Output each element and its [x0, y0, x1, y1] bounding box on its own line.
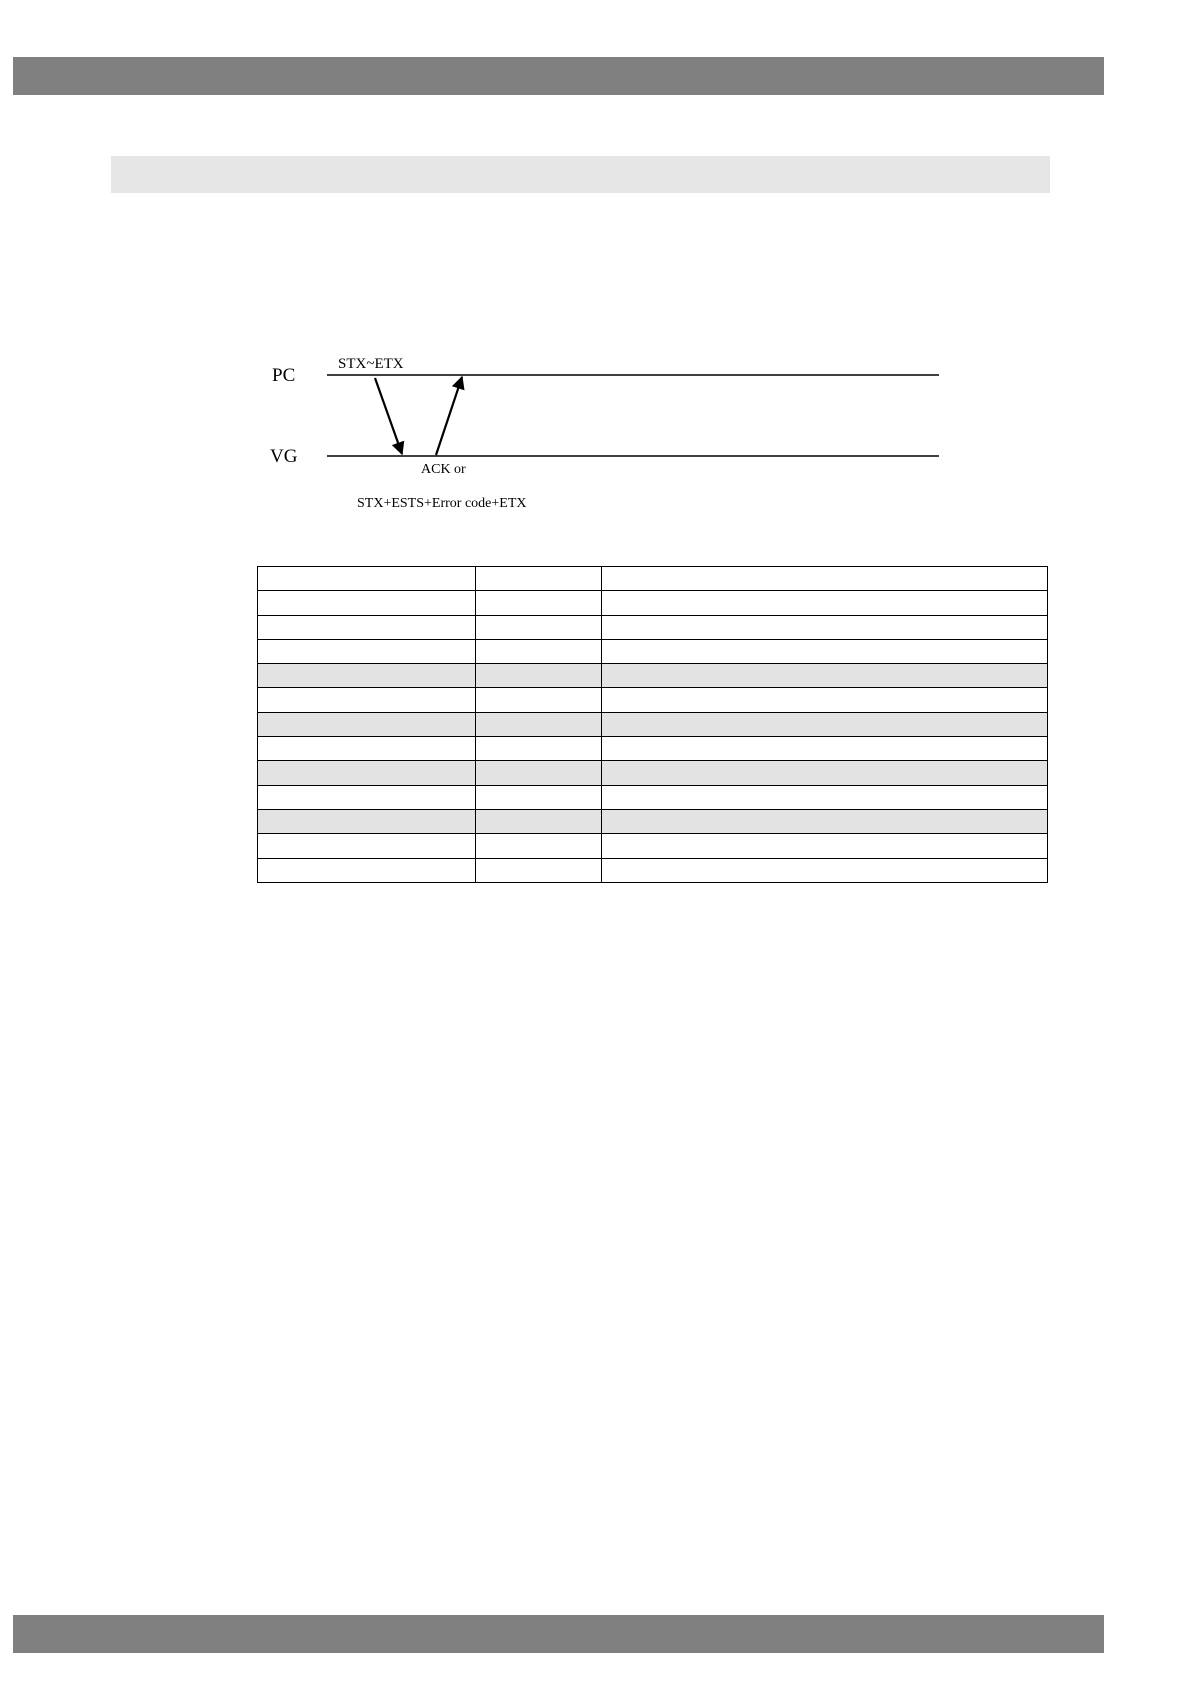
- table-cell: [476, 615, 602, 639]
- table-row: [258, 615, 1048, 639]
- table-cell: [258, 639, 476, 663]
- table-cell: [602, 591, 1048, 615]
- table-row: [258, 737, 1048, 761]
- table-cell: [602, 639, 1048, 663]
- table-cell: [602, 858, 1048, 882]
- table-cell: [476, 639, 602, 663]
- table-cell: [258, 688, 476, 712]
- table-row: [258, 639, 1048, 663]
- table-cell: [258, 737, 476, 761]
- table-cell: [476, 834, 602, 858]
- table-cell: [258, 834, 476, 858]
- table-cell: [602, 712, 1048, 736]
- reply-label-line-2: STX+ESTS+Error code+ETX: [357, 496, 527, 511]
- lane-label-vg: VG: [270, 446, 298, 467]
- table-cell: [258, 785, 476, 809]
- table-cell: [602, 688, 1048, 712]
- table-cell: [602, 834, 1048, 858]
- table-cell: [602, 615, 1048, 639]
- table-row: [258, 664, 1048, 688]
- table-cell: [602, 809, 1048, 833]
- table-cell: [258, 858, 476, 882]
- table-cell: [476, 712, 602, 736]
- table-cell: [258, 664, 476, 688]
- table-row: [258, 809, 1048, 833]
- table-row: [258, 567, 1048, 591]
- footer-bar: [13, 1615, 1104, 1653]
- table-cell: [258, 809, 476, 833]
- table-cell: [476, 567, 602, 591]
- table-cell: [258, 761, 476, 785]
- header-bar: [13, 57, 1104, 95]
- table-row: [258, 785, 1048, 809]
- reply-label-line-1: ACK or: [421, 462, 466, 477]
- table-row: [258, 712, 1048, 736]
- table-cell: [476, 664, 602, 688]
- section-heading-band: [111, 156, 1050, 193]
- table-row: [258, 688, 1048, 712]
- error-code-table: [257, 566, 1048, 883]
- table-cell: [476, 809, 602, 833]
- table-cell: [476, 761, 602, 785]
- table-cell: [476, 737, 602, 761]
- table-cell: [476, 858, 602, 882]
- table-cell: [476, 785, 602, 809]
- table-cell: [602, 664, 1048, 688]
- lane-label-pc: PC: [272, 365, 296, 386]
- table-cell: [476, 688, 602, 712]
- communication-sequence-diagram: [262, 348, 962, 518]
- table-cell: [258, 591, 476, 615]
- send-label: STX~ETX: [338, 356, 404, 372]
- table-cell: [258, 712, 476, 736]
- send-arrow: [375, 378, 402, 454]
- table-row: [258, 761, 1048, 785]
- table-cell: [258, 615, 476, 639]
- table-cell: [258, 567, 476, 591]
- table-row: [258, 591, 1048, 615]
- table-cell: [476, 591, 602, 615]
- table-cell: [602, 567, 1048, 591]
- table-cell: [602, 785, 1048, 809]
- reply-arrow: [436, 377, 462, 455]
- table-row: [258, 834, 1048, 858]
- table-cell: [602, 737, 1048, 761]
- table-row: [258, 858, 1048, 882]
- table-cell: [602, 761, 1048, 785]
